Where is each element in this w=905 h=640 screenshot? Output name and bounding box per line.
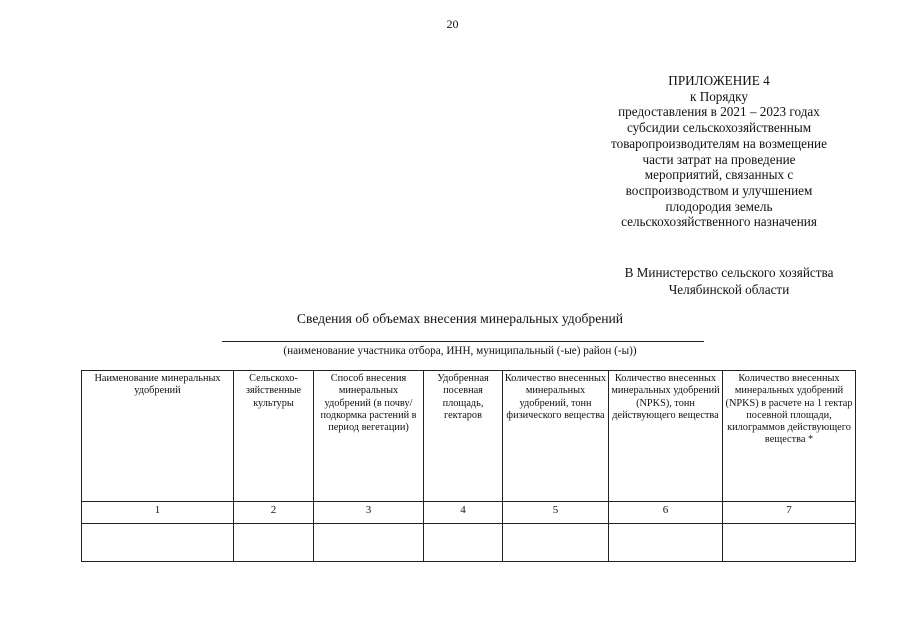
column-header: Количество внесенных минеральных удобрений, тонн физического вещества <box>503 371 609 502</box>
appendix-line: сельскохозяйственного назначения <box>621 214 817 230</box>
appendix-line: субсидии сельскохозяйственным <box>626 120 812 136</box>
column-number: 1 <box>82 502 234 524</box>
empty-cell <box>424 524 503 562</box>
recipient-line: Челябинской области <box>668 282 790 297</box>
document-title: Сведения об объемах внесения минеральных удобрений <box>296 311 624 326</box>
column-header: Способ внесения минеральных удобрений (в почву/подкормка растений в период вегетации) <box>314 371 424 502</box>
empty-cell <box>82 524 234 562</box>
empty-cell <box>314 524 424 562</box>
empty-cell <box>234 524 314 562</box>
column-number: 4 <box>424 502 503 524</box>
fertilizer-table <box>81 370 856 562</box>
column-header: Количество внесенных минеральных удобрений (NPKS), тонн действующего вещества <box>609 371 723 502</box>
appendix-block <box>580 73 858 230</box>
recipient-line: В Министерство сельского хозяйства <box>624 265 834 280</box>
recipient-block <box>590 264 868 298</box>
column-header: Удобренная посевная площадь, гектаров <box>424 371 503 502</box>
appendix-line: воспроизводством и улучшением <box>625 182 813 198</box>
column-number: 2 <box>234 502 314 524</box>
appendix-line: мероприятий, связанных с <box>644 167 794 183</box>
header-row <box>82 371 856 502</box>
page-number: 20 <box>446 17 459 31</box>
appendix-line: части затрат на проведение <box>642 151 796 167</box>
appendix-line: плодородия земель <box>665 198 773 214</box>
column-header: Количество внесенных минеральных удобрений (NPKS) в расчете на 1 гектар посевной площади, килограммов действующего вещества * <box>723 371 856 502</box>
column-header: Наименование минеральных удобрений <box>82 371 234 502</box>
fill-in-caption: (наименование участника отбора, ИНН, муниципальный (-ые) район (-ы)) <box>283 345 637 357</box>
column-number: 5 <box>503 502 609 524</box>
appendix-line: к Порядку <box>689 88 748 104</box>
column-header: Сельскохо-зяйственные культуры <box>234 371 314 502</box>
empty-cell <box>609 524 723 562</box>
fill-in-line <box>222 341 704 342</box>
appendix-line: товаропроизводителям на возмещение <box>611 135 827 151</box>
column-number: 6 <box>609 502 723 524</box>
appendix-line: предоставления в 2021 – 2023 годах <box>618 104 820 120</box>
empty-data-row <box>82 524 856 562</box>
empty-cell <box>503 524 609 562</box>
appendix-title: ПРИЛОЖЕНИЕ 4 <box>668 73 770 88</box>
column-number: 7 <box>723 502 856 524</box>
column-number: 3 <box>314 502 424 524</box>
empty-cell <box>723 524 856 562</box>
column-number-row <box>82 502 856 524</box>
